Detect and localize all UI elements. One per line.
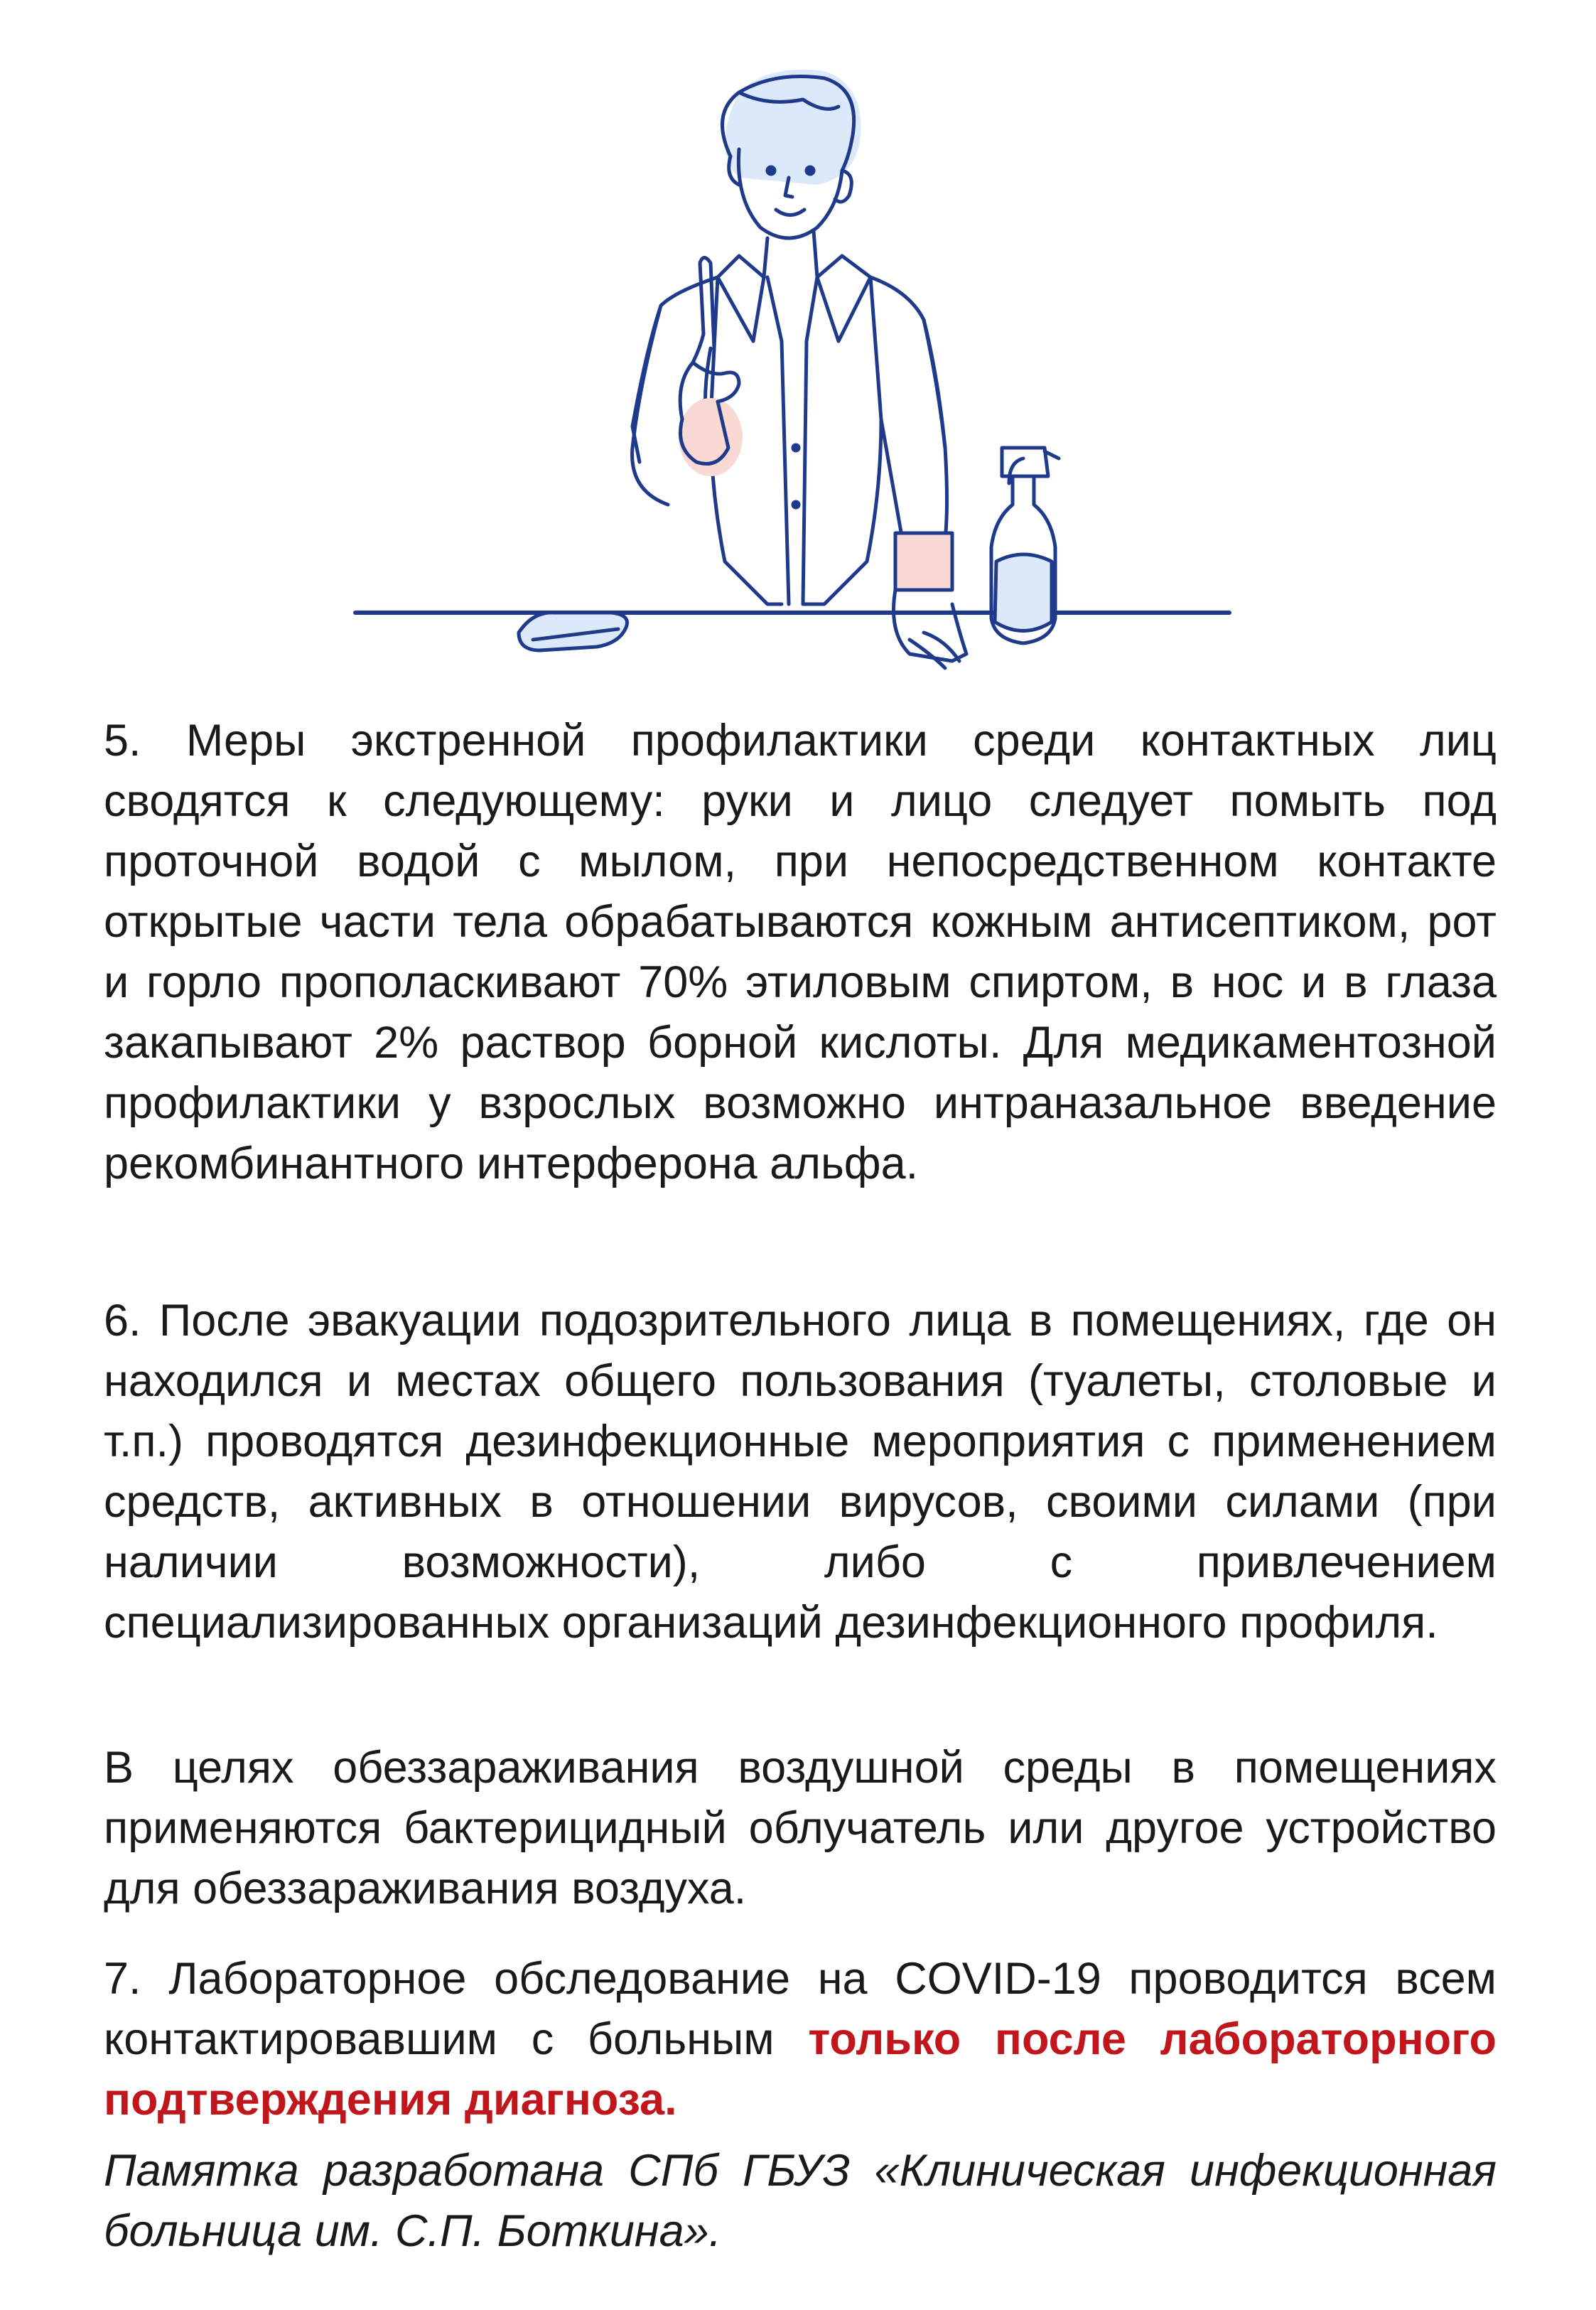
authorship-note: Памятка разработана СПб ГБУЗ «Клиническая инфекционная больница им. С.П. Боткина». <box>104 2146 1497 2256</box>
paragraph-6-disinfection: 6. После эвакуации подозрительного лица в помещениях, где он находился и местах общего пользования (туалеты, столовые и т.п.) проводятся дезинфекционные мероприятия с применением средств, активных в отношении вирусов, своими силами (при наличии возможности), либо с привлечением специализированных организаций дезинфекционного профиля. <box>104 1296 1497 1648</box>
paragraph-7-text: 7. Лабораторное обследование на COVID-19 проводится всем контактировавшим с больным <box>104 1954 1497 2064</box>
paragraph-7-lab-testing <box>104 1949 1497 2130</box>
paragraph-air-disinfection: В целях обеззараживания воздушной среды в помещениях применяются бактерицидный облучатель или другое устройство для обеззараживания воздуха. <box>104 1743 1497 1913</box>
man-with-spray-illustration <box>341 50 1251 704</box>
paragraph-7-highlight: только после лабораторного подтверждения диагноза. <box>104 2014 1497 2124</box>
paragraph-5-emergency-prevention: 5. Меры экстренной профилактики среди контактных лиц сводятся к следующему: руки и лицо следует помыть под проточной водой с мылом, при непосредственном контакте открытые части тела обрабатываются кожным антисептиком, рот и горло прополаскивают 70% этиловым спиртом, в нос и в глаза закапывают 2% раствор борной кислоты. Для медикаментозной профилактики у взрослых возможно интраназальное введение рекомбинантного интерферона альфа. <box>104 716 1497 1188</box>
